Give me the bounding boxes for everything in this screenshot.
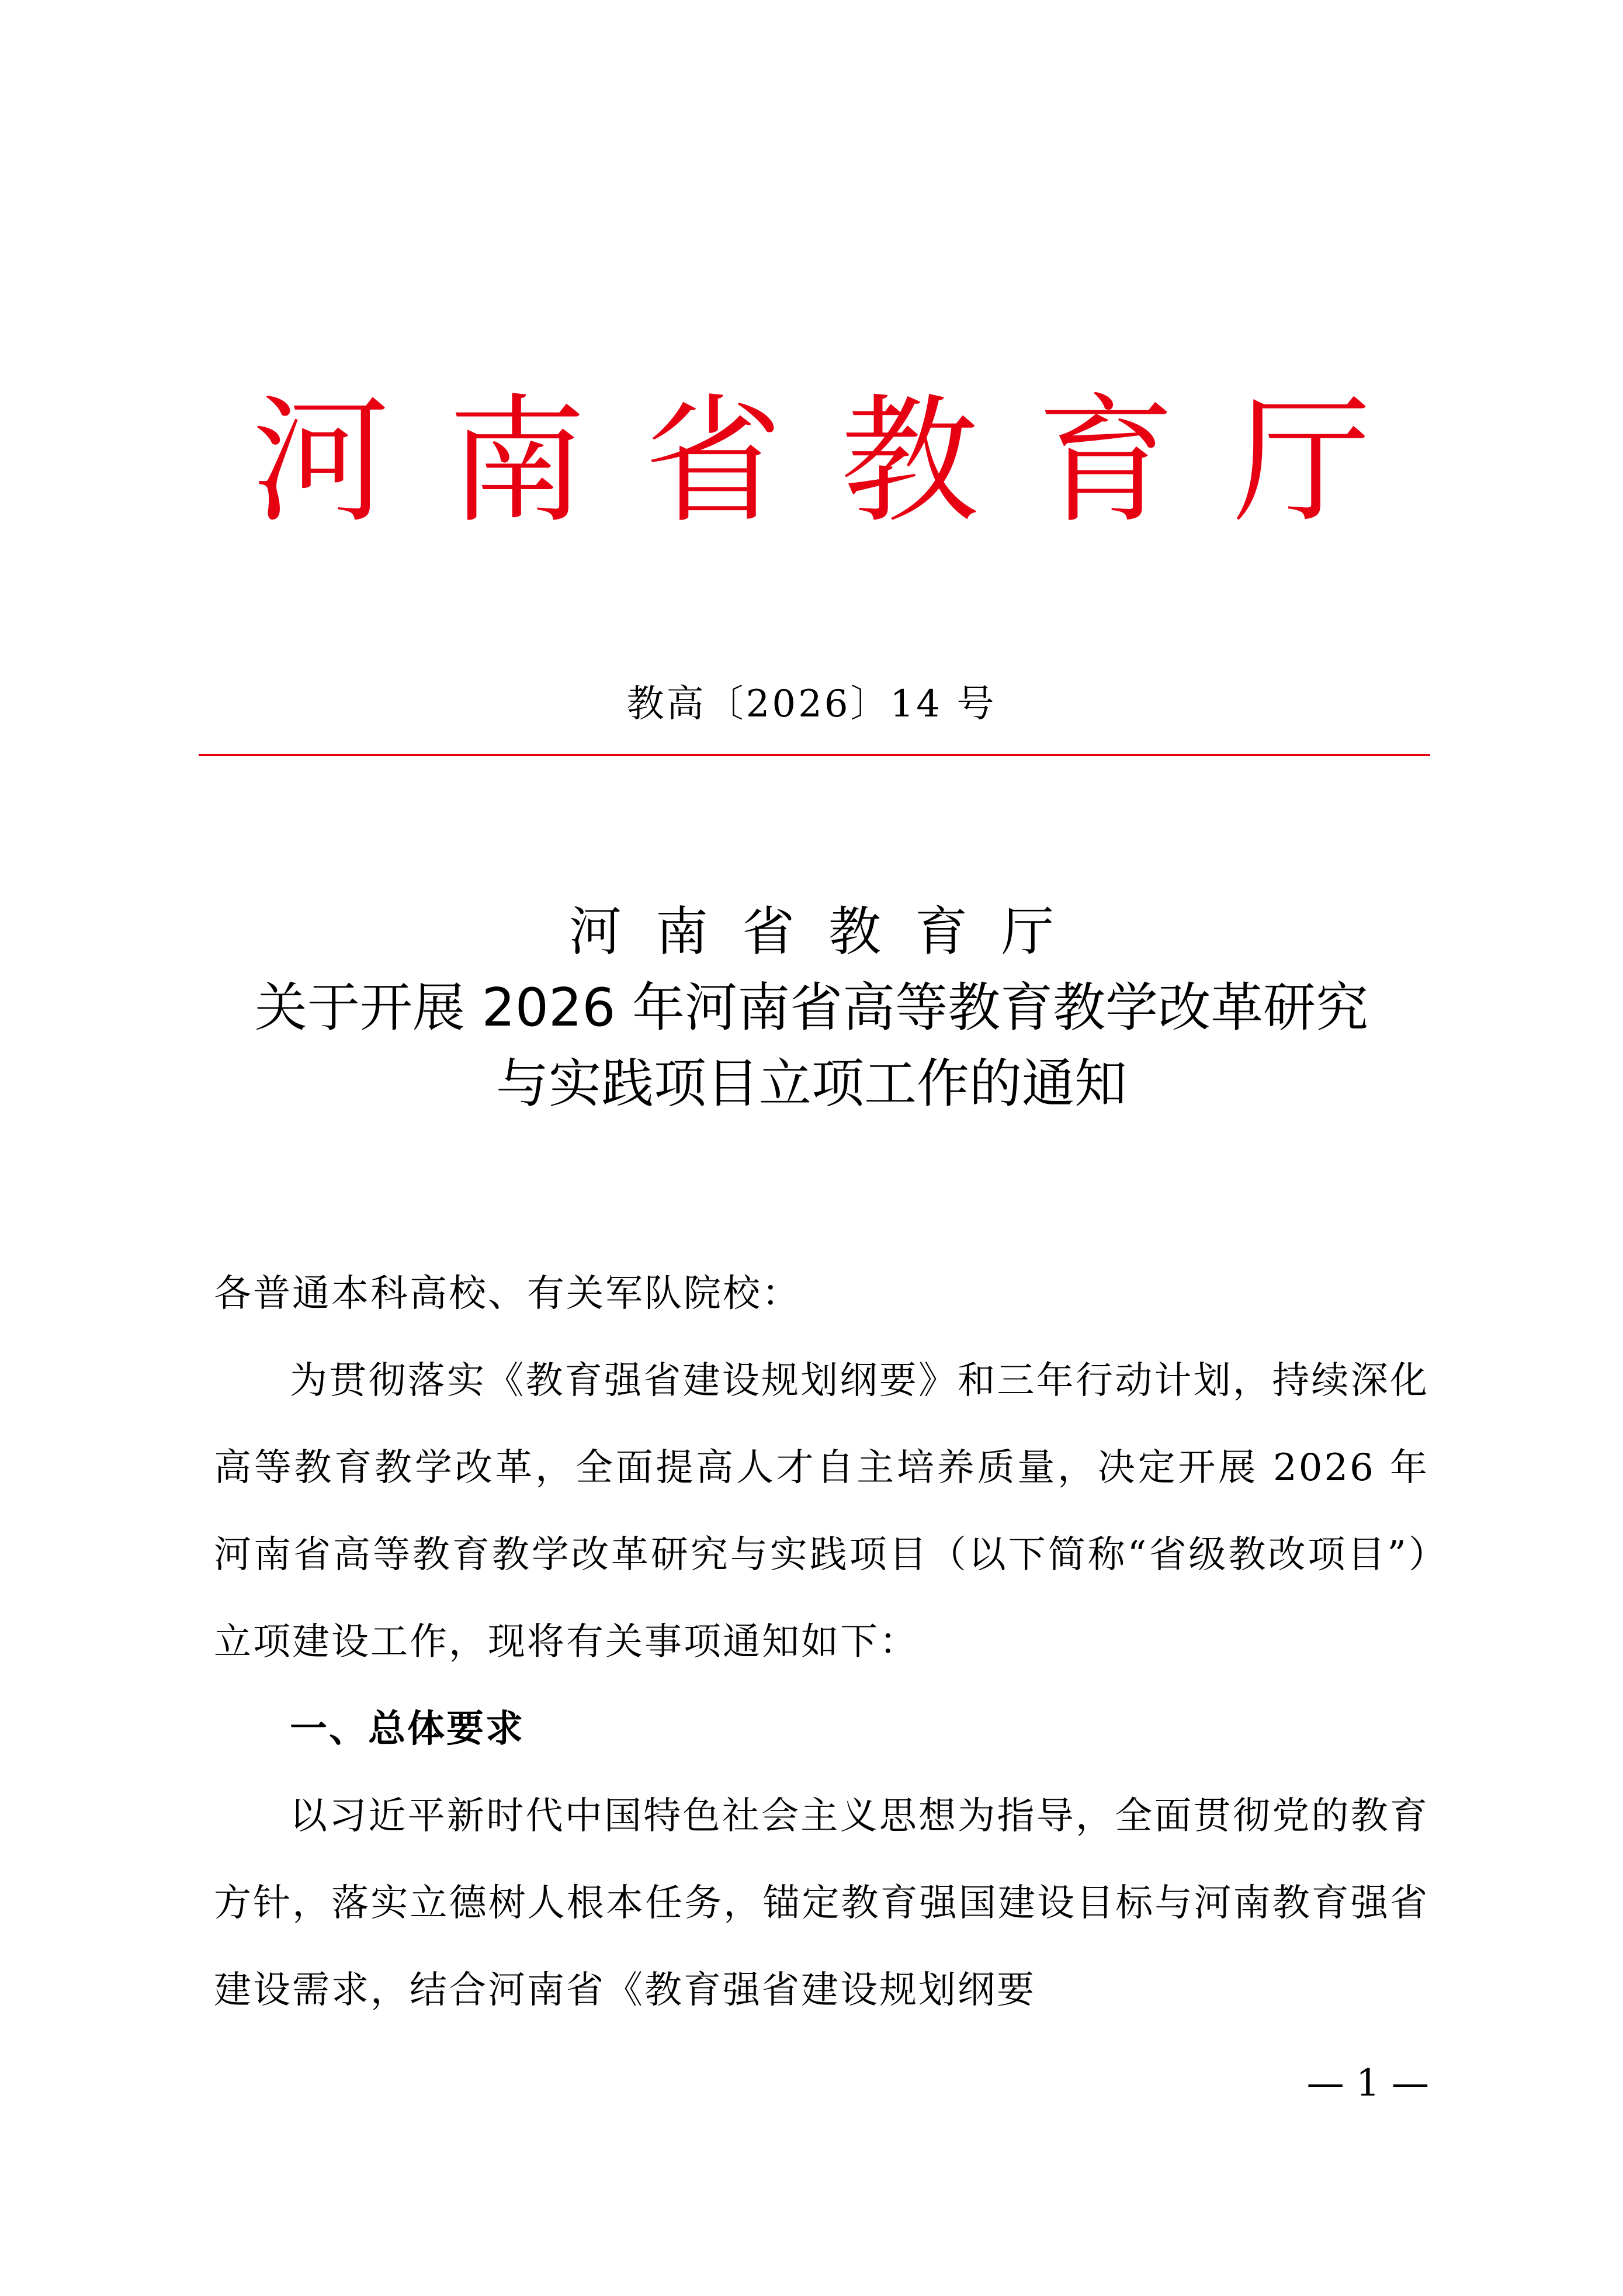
- document-number: 教高〔2026〕14 号: [626, 683, 997, 726]
- intro-paragraph: 为贯彻落实《教育强省建设规划纲要》和三年行动计划，持续深化高等教育教学改革，全面提高人才自主培养质量，决定开展 2026 年河南省高等教育教学改革研究与实践项目（以下简称“省级教改项目”）立项建设工作，现将有关事项通知如下：: [214, 1359, 1429, 1664]
- addressee: 各普通本科高校、有关军队院校：: [214, 1272, 801, 1315]
- title-issuer: 河南省教育厅: [569, 901, 1088, 962]
- document-title: [175, 894, 1448, 1122]
- issuer-header: 河南省教育厅: [251, 381, 1430, 542]
- page-number: — 1 —: [1306, 2062, 1429, 2105]
- document-body: [214, 1251, 1429, 2034]
- title-line-1: 关于开展 2026 年河南省高等教育教学改革研究: [254, 977, 1369, 1038]
- title-line-2: 与实践项目立项工作的通知: [496, 1053, 1127, 1114]
- section-heading-general-requirements: 一、总体要求: [290, 1708, 525, 1751]
- section-paragraph: 以习近平新时代中国特色社会主义思想为指导，全面贯彻党的教育方针，落实立德树人根本任务，锚定教育强国建设目标与河南教育强省建设需求，结合河南省《教育强省建设规划纲要: [214, 1795, 1429, 2012]
- red-separator-line: [199, 754, 1430, 756]
